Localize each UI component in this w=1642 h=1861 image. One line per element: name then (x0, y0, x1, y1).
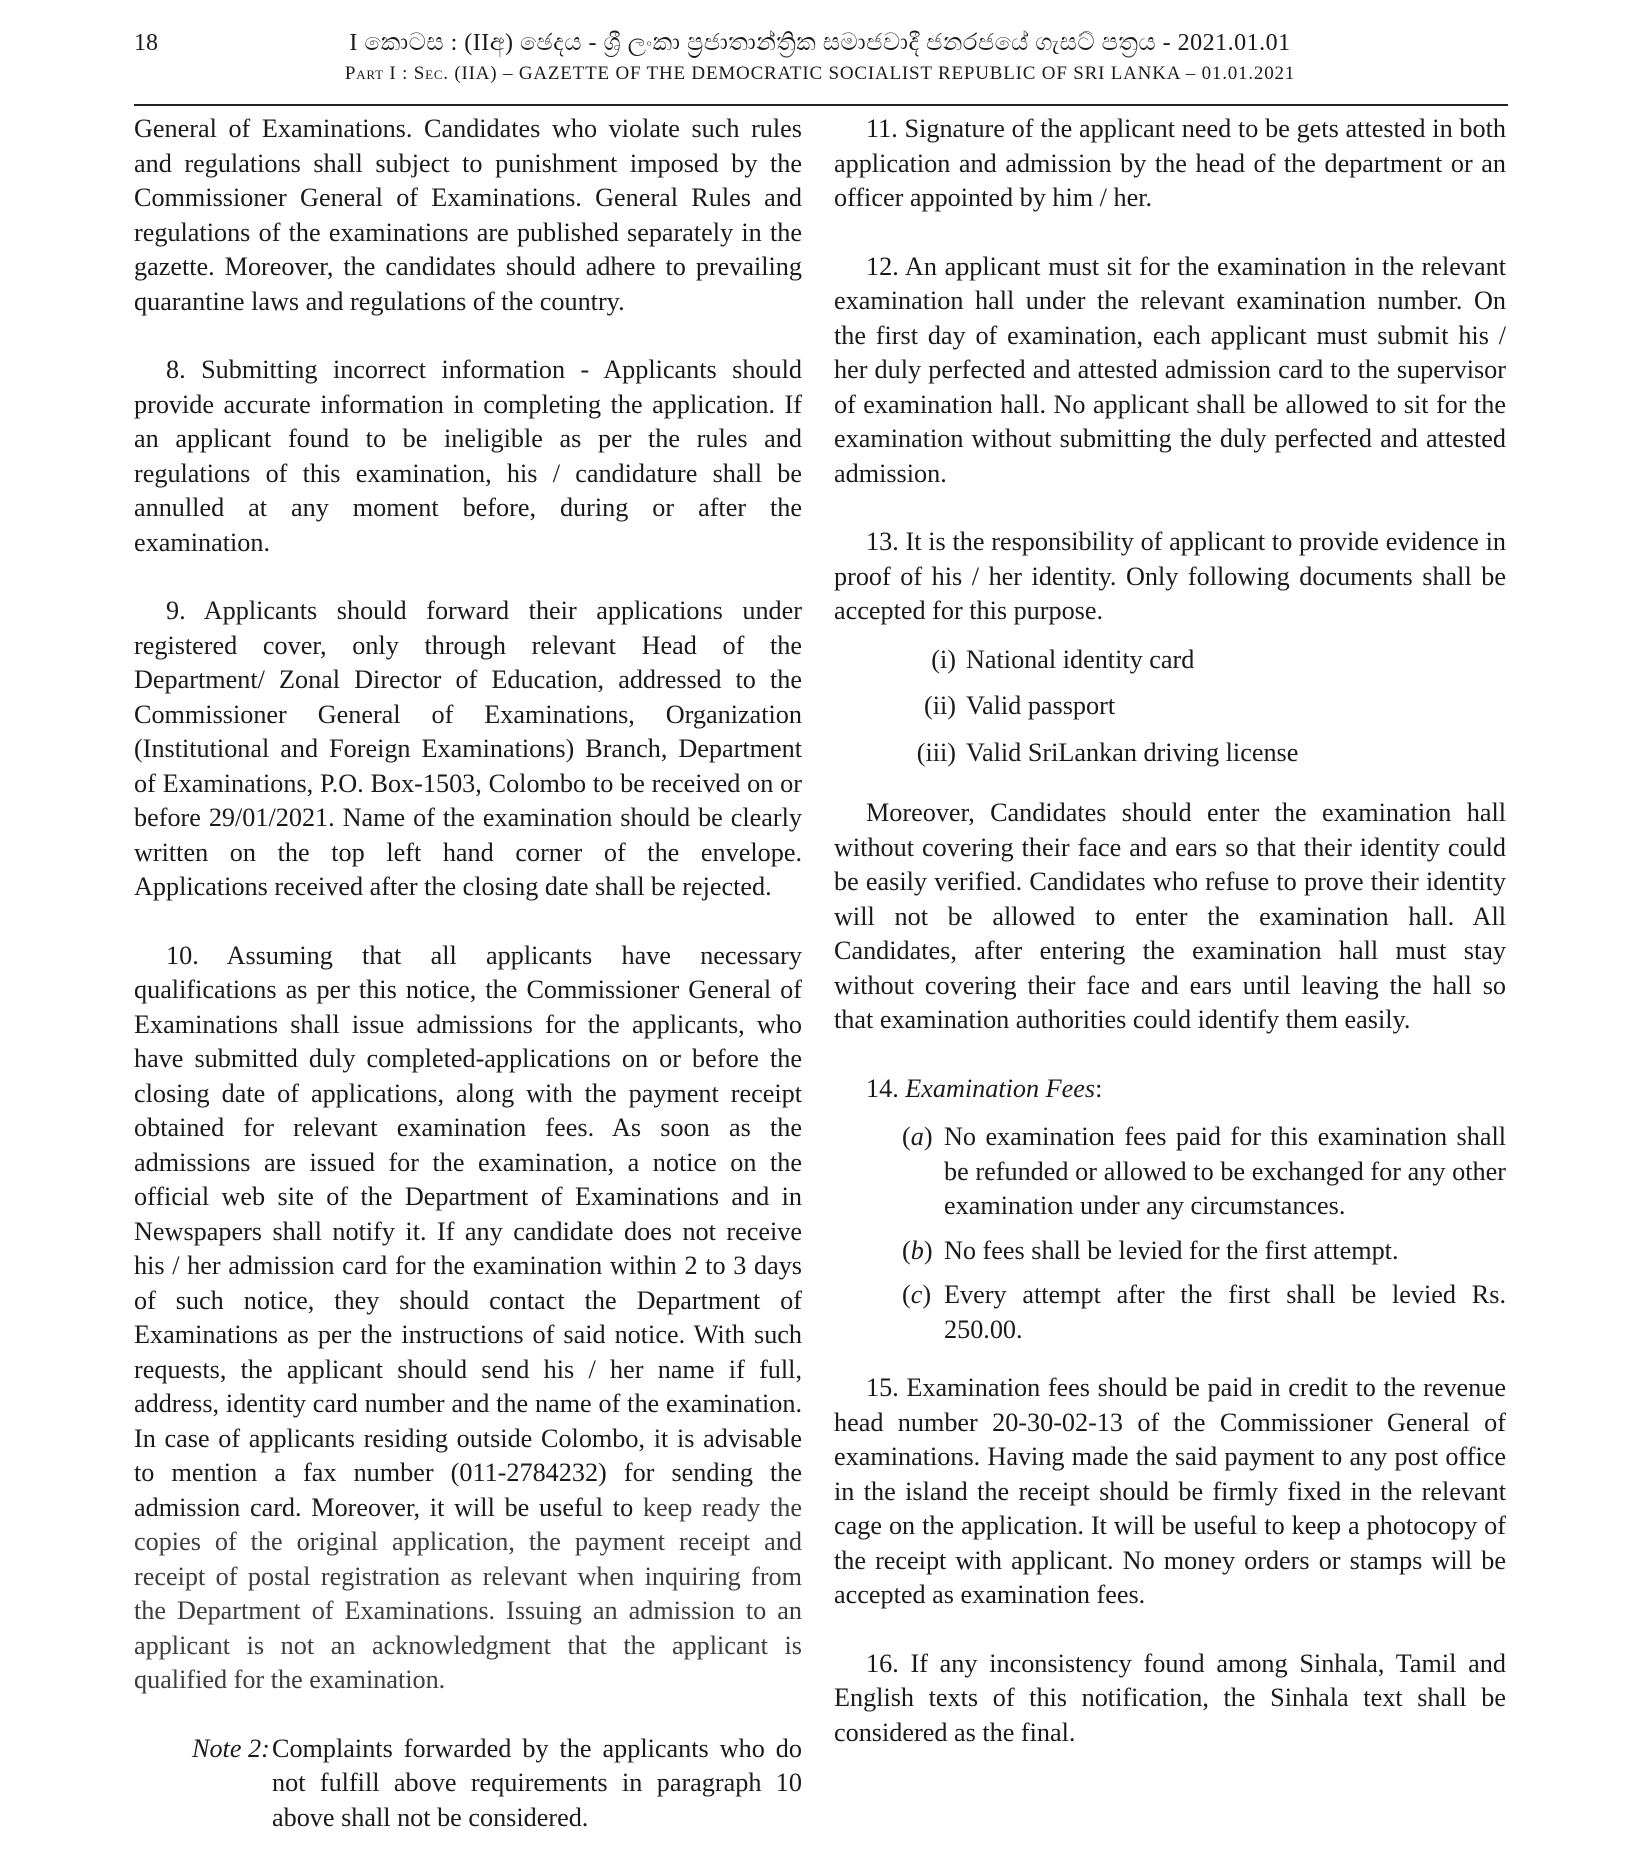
identity-documents-list (834, 643, 1506, 771)
list-item: (c) Every attempt after the first shall be levied Rs. 250.00. (902, 1280, 1506, 1344)
note-2-text: Complaints forwarded by the applicants who do not fulfill above requirements in paragraph 10 above shall not be considered. (272, 1733, 802, 1832)
paragraph-15: 15. Examination fees should be paid in credit to the revenue head number 20-30-02-13 of the Commissioner General of examinations. Having made the said payment to any post office in the island the receipt should be firmly fixed in the relevant cage on the application. It will be useful to keep a photocopy of the receipt with applicant. No money orders or stamps will be accepted as examination fees. (834, 1373, 1506, 1609)
paragraph-14: 14. Examination Fees: (866, 1073, 1103, 1103)
list-item: (ii) Valid passport (924, 691, 1116, 720)
paragraph-9: 9. Applicants should forward their applications under registered cover, only through relevant Head of the Department/ Zonal Director of Education, addressed to the Commissioner General of Examinations, Organization (Institutional and Foreign Examinations) Branch, Department of Examinations, P.O. Box-1503, Colombo to be received on or before 29/01/2021. Name of the examination should be clearly written on the top left hand corner of the envelope. Applications received after the closing date shall be rejected. (134, 596, 802, 901)
paragraph-10-part-a: 10. Assuming that all applicants have necessary qualifications as per this notice, the Commissioner General of Examinations shall issue admissions for the applicants, who have submitted duly completed-applications on or before the closing date of applications, along with the payment receipt obtained for relevant examination fees. As soon as the admissions are issued for the examination, a notice on the official web site of the Department of Examinations and in Newspapers shall notify it. If any candidate does not receive his / her admission card for the examination within 2 to 3 days of such notice, they should contact the Department of Examinations as per the instructions of said notice. With such requests, the applicant should send his / her name if full, address, identity card number and the name of the examination. In case of applicants residing outside Colombo, it is advisable to mention a fax number (011-2784232) for sending the admission card. Moreover, it will be useful to (134, 940, 802, 1522)
paragraph-10-part-b: keep ready the copies of the original application, the payment receipt and receipt of postal registration as relevant when inquiring from the Department of Examinations. Issuing an admission to an applicant is not an acknowledgment that the applicant is qualified for the examination. (134, 1492, 802, 1694)
list-item: (b) No fees shall be levied for the first attempt. (902, 1235, 1399, 1265)
left-column (134, 112, 802, 1835)
right-column (834, 112, 1506, 1750)
examination-fees-heading: Examination Fees (905, 1073, 1096, 1103)
paragraph-moreover: Moreover, Candidates should enter the examination hall without covering their face and ears so that their identity could be easily verified. Candidates who refuse to prove their identity will not be allowed to enter the examination hall. All Candidates, after entering the examination hall must stay without covering their face and ears until leaving the hall so that examination authorities could identify them easily. (834, 798, 1506, 1034)
header-divider (134, 104, 1508, 106)
paragraph-11: 11. Signature of the applicant need to be gets attested in both application and admission by the head of the department or an officer appointed by him / her. (834, 114, 1506, 212)
header-english-title: Part I : Sec. (IIA) – GAZETTE OF THE DEMOCRATIC SOCIALIST REPUBLIC OF SRI LANKA – 01.01.2021 (344, 63, 1296, 84)
paragraph-13: 13. It is the responsibility of applicant to provide evidence in proof of his / her identity. Only following documents shall be accepted for this purpose. (834, 527, 1506, 625)
list-item: (a) No examination fees paid for this examination shall be refunded or allowed to be exchanged for any other examination under any circumstances. (902, 1122, 1506, 1220)
paragraph-12: 12. An applicant must sit for the examination in the relevant examination hall under the relevant examination number. On the first day of examination, each applicant must submit his / her duly perfected and attested admission card to the supervisor of examination hall. No applicant shall be allowed to sit for the examination without submitting the duly perfected and attested admission. (834, 251, 1506, 488)
note-2-label: Note 2 (192, 1733, 262, 1763)
gazette-header (270, 30, 1370, 85)
fees-list (834, 1120, 1506, 1347)
note-2: Note 2: Complaints forwarded by the applicants who do not fulfill above requirements in paragraph 10 above shall not be considered. (134, 1732, 802, 1836)
paragraph-intro: General of Examinations. Candidates who violate such rules and regulations shall subject to punishment imposed by the Commissioner General of Examinations. General Rules and regulations of the examinations are published separately in the gazette. Moreover, the candidates should adhere to prevailing quarantine laws and regulations of the country. (134, 114, 802, 316)
list-item: (i) National identity card (931, 644, 1195, 674)
page-number: 18 (134, 30, 158, 56)
paragraph-10 (134, 939, 802, 1698)
header-sinhala-title: I කොටස : (IIඅ) ඡෙදය - ශ්‍රී ලංකා ප්‍රජාතාන්ත්‍රික සමාජවාදී ජනරජයේ ගැසට් පත්‍රය - 2021.01.01 (349, 30, 1291, 56)
list-item: (iii) Valid SriLankan driving license (916, 737, 1299, 767)
paragraph-8: 8. Submitting incorrect information - Applicants should provide accurate information in completing the application. If an applicant found to be ineligible as per the rules and regulations of this examination, his / candidature shall be annulled at any moment before, during or after the examination. (134, 355, 802, 557)
paragraph-16: 16. If any inconsistency found among Sinhala, Tamil and English texts of this notification, the Sinhala text shall be considered as the final. (834, 1648, 1506, 1747)
